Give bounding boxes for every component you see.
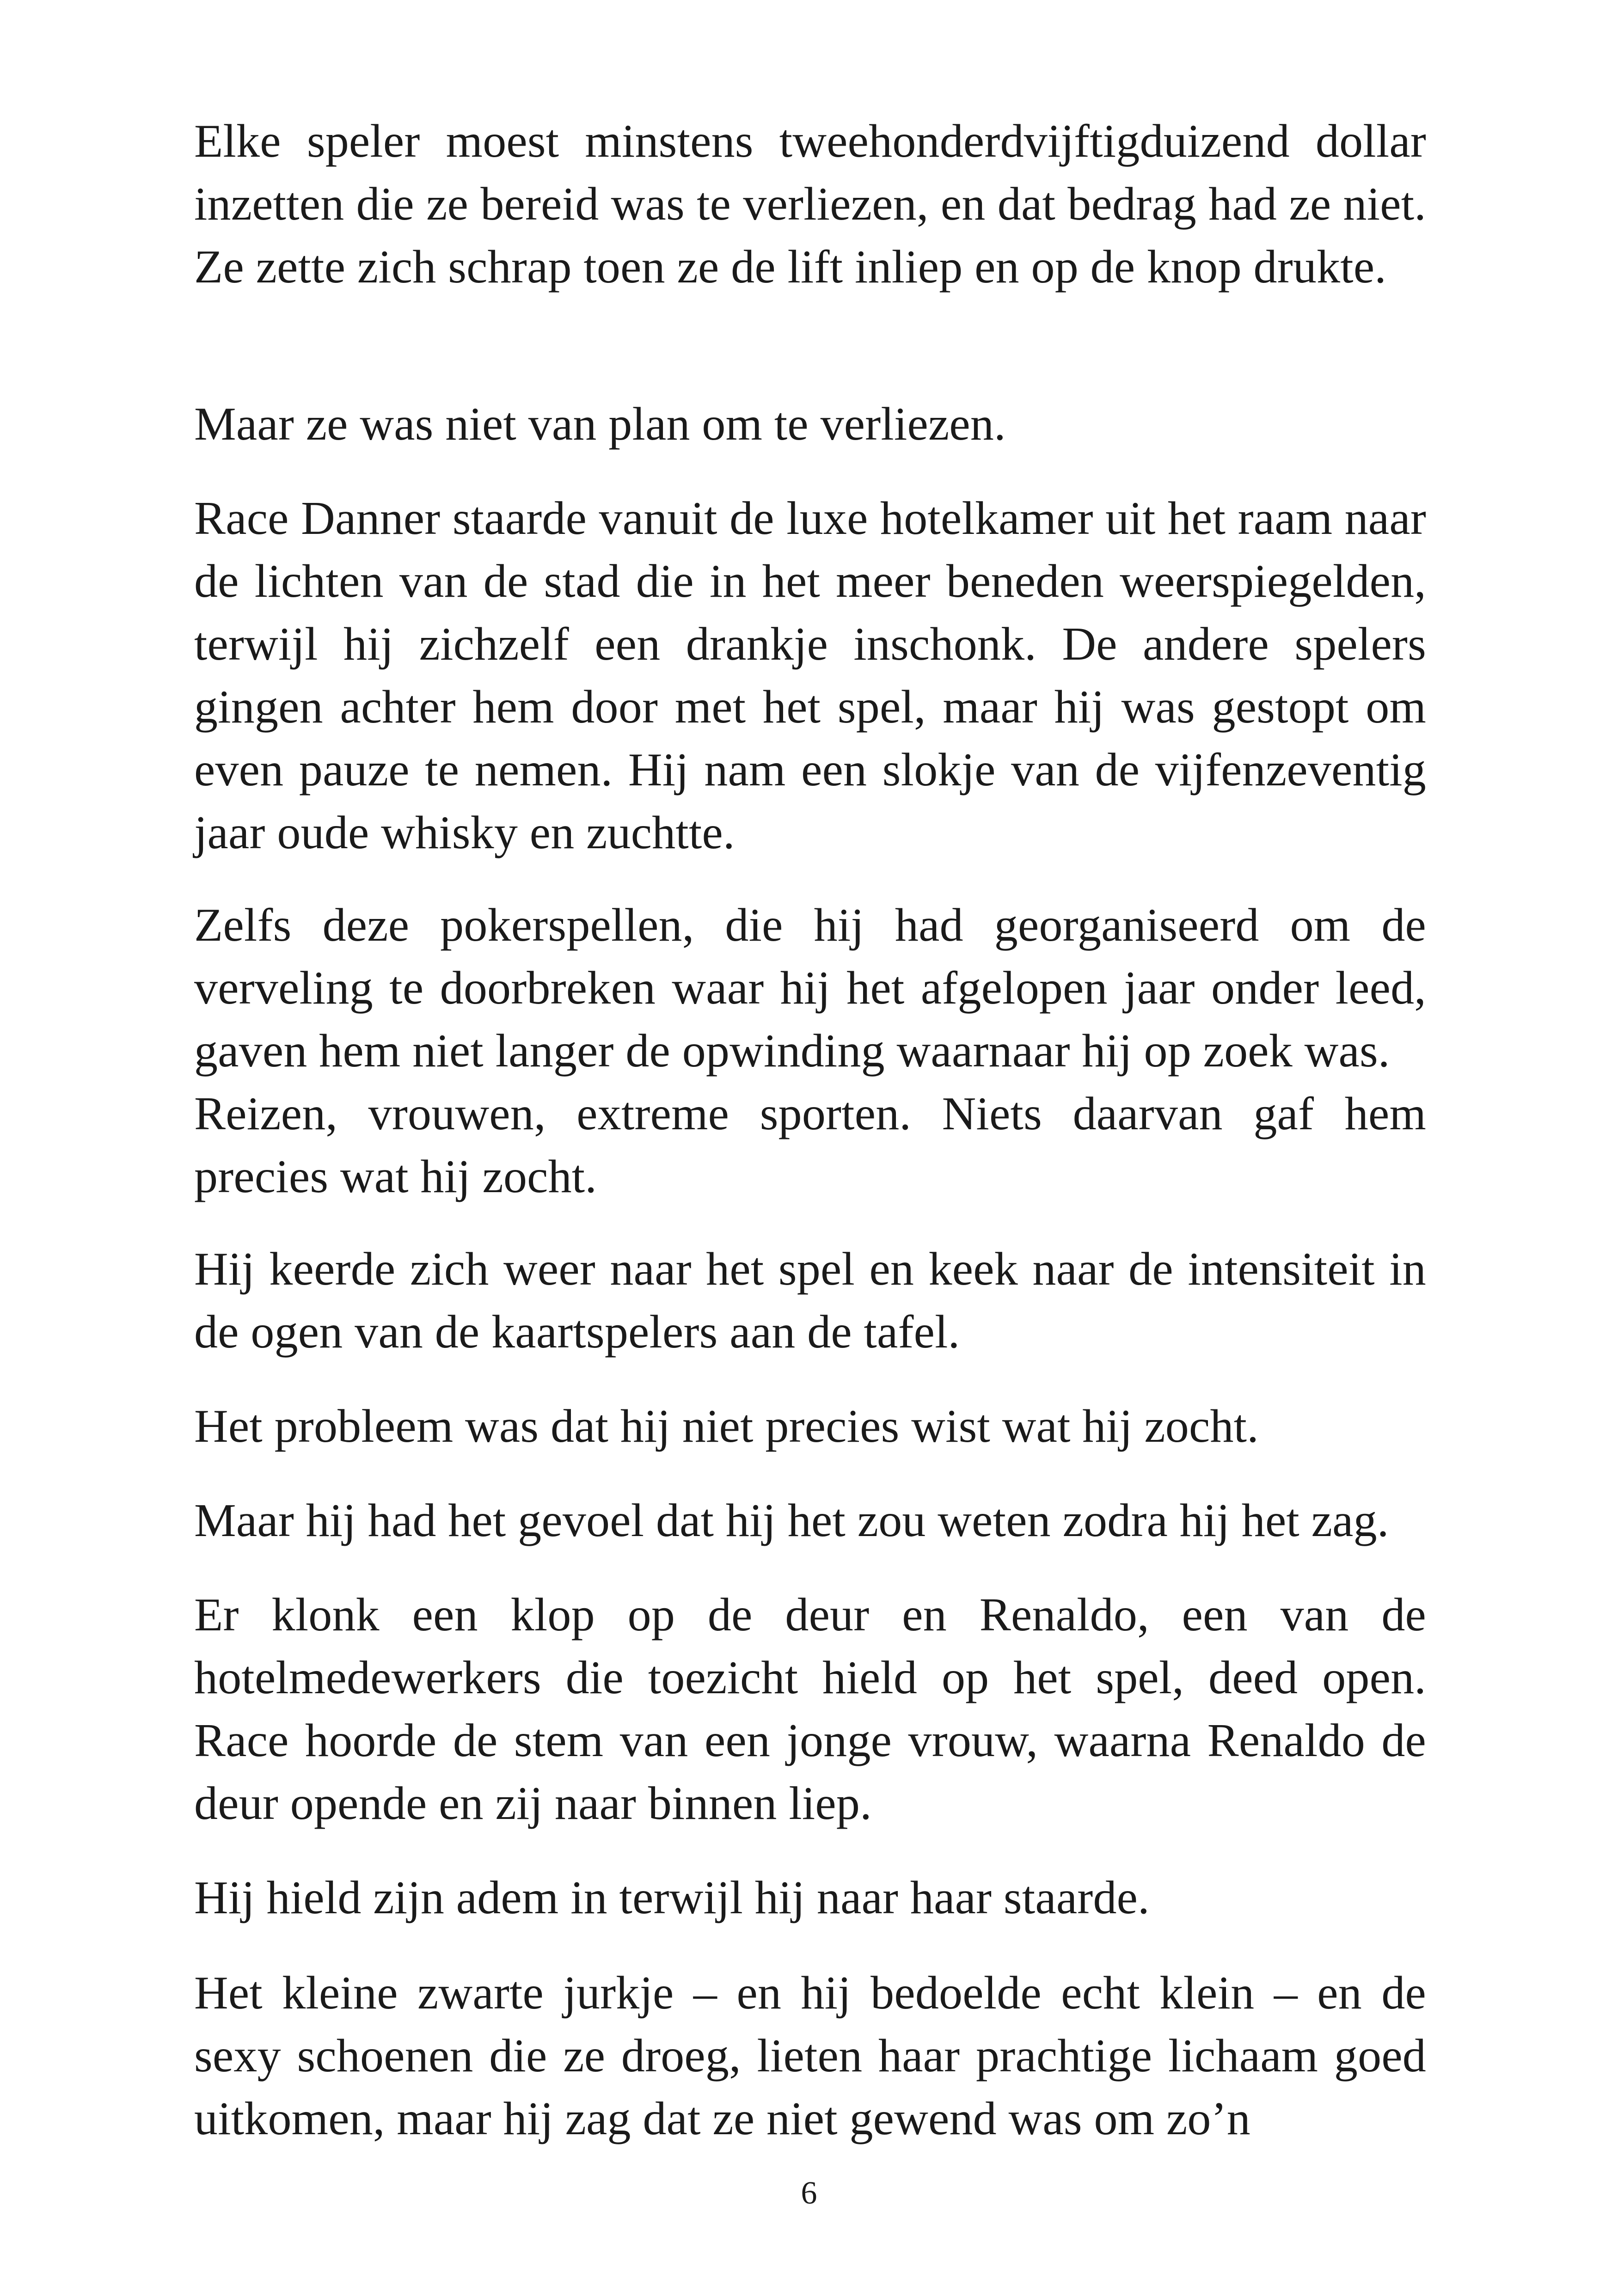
paragraph-9: Er klonk een klop op de deur en Renaldo, een van de hotelmedewerkers die toezicht hield op het spel, deed open. Race hoorde de stem van een jonge vrouw, waarna Renaldo de deur opende en zij naar binnen liep. bbox=[194, 1589, 1426, 1830]
paragraph-1: Elke speler moest minstens tweehonderdvijftigduizend dollar inzetten die ze bereid was te verliezen, en dat bedrag had ze niet. Ze zette zich schrap toen ze de lift inliep en op de knop drukte. bbox=[194, 115, 1426, 293]
paragraph-4: Zelfs deze pokerspellen, die hij had georganiseerd om de verveling te doorbreken waar hij het afgelopen jaar onder leed, gaven hem niet langer de opwinding waarnaar hij op zoek was. bbox=[194, 899, 1426, 1077]
page-number: 6 bbox=[801, 2175, 817, 2211]
paragraph-5: Reizen, vrouwen, extreme sporten. Niets daarvan gaf hem precies wat hij zocht. bbox=[194, 1088, 1426, 1203]
paragraph-11: Het kleine zwarte jurkje – en hij bedoelde echt klein – en de sexy schoenen die ze droeg, lieten haar prachtige lichaam goed uitkomen, maar hij zag dat ze niet gewend was om zo’n bbox=[194, 1967, 1426, 2145]
paragraph-10: Hij hield zijn adem in terwijl hij naar haar staarde. bbox=[194, 1872, 1150, 1924]
paragraph-8: Maar hij had het gevoel dat hij het zou weten zodra hij het zag. bbox=[194, 1494, 1389, 1547]
paragraph-2: Maar ze was niet van plan om te verliezen. bbox=[194, 398, 1006, 450]
paragraph-3: Race Danner staarde vanuit de luxe hotelkamer uit het raam naar de lichten van de stad die in het meer beneden weerspiegelden, terwijl hij zichzelf een drankje inschonk. De andere spelers gingen achter hem door met het spel, maar hij was gestopt om even pauze te nemen. Hij nam een slokje van de vijfenzeventig jaar oude whisky en zuchtte. bbox=[194, 492, 1426, 859]
paragraph-6: Hij keerde zich weer naar het spel en keek naar de intensiteit in de ogen van de kaartspelers aan de tafel. bbox=[194, 1243, 1426, 1358]
paragraph-7: Het probleem was dat hij niet precies wist wat hij zocht. bbox=[194, 1400, 1259, 1452]
